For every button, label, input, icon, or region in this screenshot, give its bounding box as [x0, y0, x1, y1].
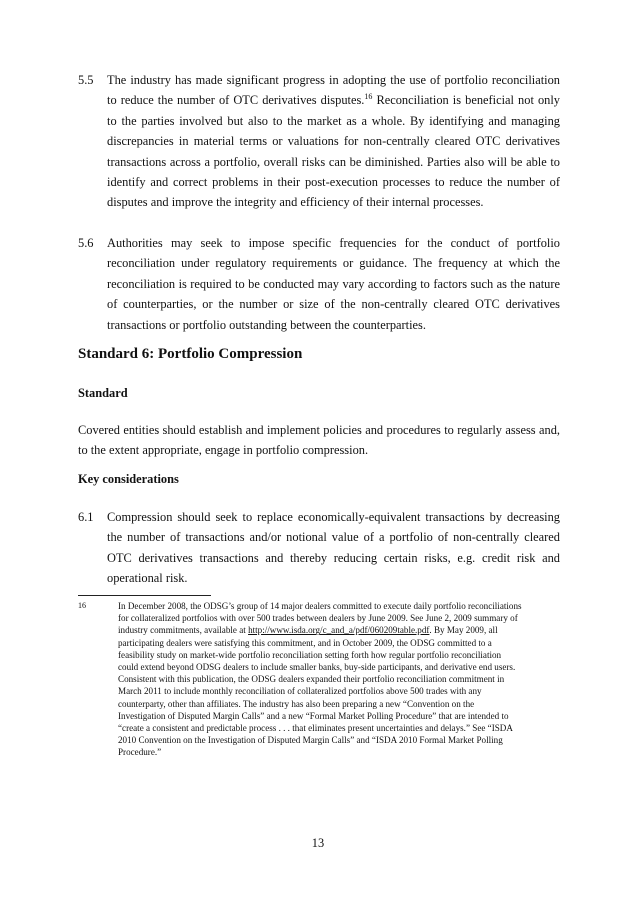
footnote-number: 16 — [78, 601, 86, 610]
footnote-body — [118, 600, 523, 759]
paragraph-5-5 — [78, 70, 560, 213]
standard-text: Covered entities should establish and implement policies and procedures to regularly assess and, to the extent appropriate, engage in portfolio compression. — [78, 423, 560, 458]
paragraph-number: 6.1 — [78, 510, 94, 524]
footnote-text: In December 2008, the ODSG’s group of 14 major dealers committed to execute daily portfolio reconciliations for collateralized portfolios with over 500 trades between dealers by June 2009. See June 2, 2009 summary of industry commitments, available at — [118, 601, 522, 636]
paragraph-text-continued: Reconciliation is beneficial not only to the parties involved but also to the market as a whole. By identifying and managing discrepancies in material terms or valuations for non-centrally cleared OTC derivatives transactions across a portfolio, overall risks can be diminished. Parties also will be able to identify and correct problems in their post-execution processes to reduce the number of disputes and improve the integrity and efficiency of their internal processes. — [107, 93, 560, 210]
paragraph-5-6 — [78, 233, 560, 335]
footnote-16 — [78, 600, 560, 759]
paragraph-number: 5.5 — [78, 73, 94, 87]
paragraph-number: 5.6 — [78, 236, 94, 250]
paragraph-body: Authorities may seek to impose specific frequencies for the conduct of portfolio reconciliation under regulatory requirements or guidance. The frequency at which the reconciliation is required to be conducted may vary according to factors such as the nature of counterparties, or the number or size of the non-centrally cleared OTC derivatives transactions or portfolio outstanding between the counterparties. — [107, 236, 560, 332]
footnote-separator — [78, 595, 211, 596]
section-heading: Standard 6: Portfolio Compression — [78, 346, 303, 362]
paragraph-body: Compression should seek to replace economically-equivalent transactions by decreasing the number of transactions and/or notional value of a portfolio of non-centrally cleared OTC derivatives transactions and thereby reducing certain risks, e.g. credit risk and operational risk. — [107, 510, 560, 586]
standard-label: Standard — [78, 386, 128, 400]
footnote-reference[interactable]: 16 — [364, 92, 373, 102]
paragraph-body — [107, 70, 560, 213]
paragraph-text: The industry has made significant progress in adopting the use of portfolio reconciliation to reduce the number of OTC derivatives disputes. — [107, 73, 560, 108]
page-number: 13 — [311, 836, 325, 850]
key-considerations-label: Key considerations — [78, 472, 179, 486]
footnote-text-continued: . By May 2009, all participating dealers were satisfying this commitment, and in October 2009, the ODSG committed to a feasibility study on market-wide portfolio reconciliation setting forth how regular portfolio reconciliation could extend beyond ODSG dealers to include smaller banks, buy-side participants, and derivative end users. Consistent with this publication, the ODSG dealers expanded their portfolio reconciliation commitment in March 2011 to include monthly reconciliation of collateralized portfolios above 500 trades with any counterparty, other than affiliates. The industry has also been preparing a new “Convention on the Investigation of Disputed Margin Calls” and a new “Formal Market Polling Procedure” that are intended to “create a consistent and predictable process . . . that eliminates present uncertainties and delays.” See “ISDA 2010 Convention on the Investigation of Disputed Margin Calls” and “ISDA 2010 Formal Market Polling Procedure.” — [118, 625, 516, 758]
paragraph-6-1 — [78, 507, 560, 589]
footnote-link[interactable]: http://www.isda.org/c_and_a/pdf/060209table.pdf — [248, 625, 430, 636]
